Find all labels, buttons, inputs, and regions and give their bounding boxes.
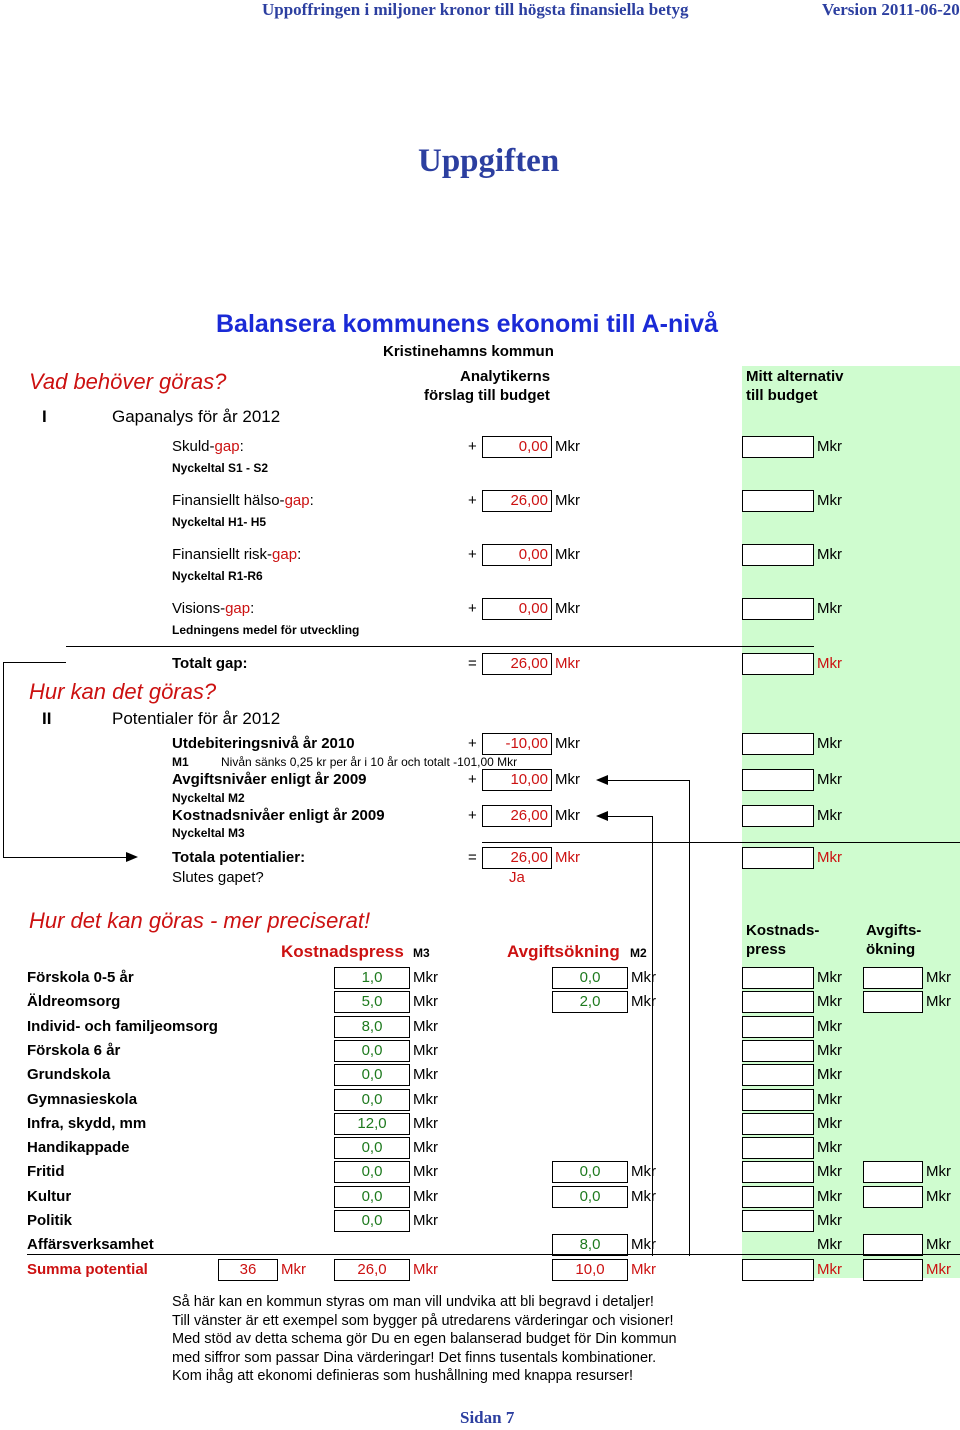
loop-bottom-line [3, 857, 126, 858]
my-potential-input[interactable] [742, 769, 814, 791]
gap-label-prefix: Skuld- [172, 438, 215, 455]
table-row-label: Kultur [27, 1187, 72, 1205]
my-gap-input[interactable] [742, 544, 814, 566]
gap-sub: Nyckeltal H1- H5 [172, 515, 267, 529]
potential-label: Utdebiteringsnivå år 2010 [172, 735, 355, 752]
cost-value: 0,0 [334, 1089, 410, 1111]
table-row-label: Infra, skydd, mm [27, 1114, 147, 1132]
loop-left-line [3, 662, 4, 857]
potentials-separator [482, 842, 960, 843]
sum-cost-value: 26,0 [334, 1259, 410, 1281]
fee-unit: Mkr [631, 1163, 656, 1181]
potential-value: 26,00 [482, 805, 552, 827]
sum-fee-value: 10,0 [552, 1259, 628, 1281]
my-fee-unit: Mkr [926, 1236, 951, 1254]
fee-value: 0,0 [552, 967, 628, 989]
sum-separator [27, 1254, 960, 1255]
gap-label-gap: gap [214, 438, 240, 455]
gap-label [172, 492, 314, 509]
header-right: Version 2011-06-20 [822, 0, 960, 19]
gap-sign: + [468, 546, 477, 563]
col-mine-fee-2: ökning [866, 941, 916, 958]
cost-value: 0,0 [334, 1064, 410, 1086]
table-row-label: Fritid [27, 1163, 65, 1181]
col-mine-cost-2: press [746, 941, 787, 958]
fee-value: 2,0 [552, 991, 628, 1013]
my-fee-unit: Mkr [926, 993, 951, 1011]
cost-value: 0,0 [334, 1161, 410, 1183]
my-fee-unit: Mkr [926, 1163, 951, 1181]
gap-sub: Nyckeltal R1-R6 [172, 569, 263, 583]
my-sum-cost-unit: Mkr [817, 1261, 842, 1278]
table-row-label: Handikappade [27, 1139, 130, 1157]
question-how: Hur kan det göras? [29, 679, 217, 704]
my-total-potentials-input[interactable] [742, 847, 814, 869]
my-total-gap-unit: Mkr [817, 655, 842, 672]
gap-label-suffix: : [250, 600, 255, 617]
my-cost-input[interactable] [742, 1040, 814, 1062]
my-potential-unit: Mkr [817, 807, 842, 824]
col-fee-header: Avgiftsökning [507, 942, 620, 961]
cost-unit: Mkr [413, 969, 438, 986]
total-gap-sign: = [468, 655, 477, 672]
total-gap-value: 26,00 [482, 653, 552, 675]
my-fee-input[interactable] [863, 967, 923, 989]
cost-unit: Mkr [413, 1017, 438, 1035]
col-analyst-1: Analytikerns [460, 368, 551, 385]
m1-text: Nivån sänks 0,25 kr per år i 10 år och totalt -101,00 Mkr [221, 755, 518, 769]
my-total-potentials-unit: Mkr [817, 849, 842, 866]
m3-tag: Nyckeltal M3 [172, 826, 245, 840]
gap-label [172, 546, 301, 563]
my-fee-input[interactable] [863, 1186, 923, 1208]
gap-label-suffix: : [297, 546, 302, 563]
total-gap-unit: Mkr [555, 655, 580, 672]
gap-label-gap: gap [272, 546, 298, 563]
my-fee-input[interactable] [863, 1234, 923, 1256]
arrow-fee-line [606, 780, 689, 781]
potential-label: Kostnadsnivåer enligt år 2009 [172, 807, 385, 824]
potential-unit: Mkr [555, 807, 580, 824]
table-row-label: Grundskola [27, 1066, 111, 1084]
my-gap-unit: Mkr [817, 546, 842, 563]
my-gap-unit: Mkr [817, 600, 842, 617]
col-fee-tag: M2 [630, 946, 647, 960]
m1-tag: M1 [172, 755, 189, 769]
col-mine-2: till budget [746, 387, 818, 404]
sum-total-unit: Mkr [281, 1261, 306, 1278]
sum-cost-unit: Mkr [413, 1261, 438, 1278]
cost-unit: Mkr [413, 993, 438, 1011]
page-title: Uppgiften [418, 143, 560, 179]
table-row-label: Förskola 0-5 år [27, 969, 134, 986]
my-fee-unit: Mkr [926, 1187, 951, 1205]
gap-label-suffix: : [309, 492, 314, 509]
cost-unit: Mkr [413, 1114, 438, 1132]
arrow-cost-line [606, 816, 652, 817]
municipality: Kristinehamns kommun [383, 343, 554, 360]
potential-value: -10,00 [482, 733, 552, 755]
total-gap-label: Totalt gap: [172, 655, 248, 672]
gap-label-prefix: Visions- [172, 600, 226, 617]
my-cost-unit: Mkr [817, 1090, 842, 1108]
cost-unit: Mkr [413, 1090, 438, 1108]
my-sum-fee-input[interactable] [863, 1259, 923, 1281]
table-row-label: Affärsverksamhet [27, 1236, 154, 1254]
my-cost-unit: Mkr [817, 1017, 842, 1035]
cost-value: 1,0 [334, 967, 410, 989]
my-fee-input[interactable] [863, 991, 923, 1013]
fee-unit: Mkr [631, 969, 656, 986]
gap-value: 0,00 [482, 598, 552, 620]
my-cost-unit: Mkr [817, 969, 842, 986]
gap-label-gap: gap [225, 600, 251, 617]
note-line: med siffror som passar Dina värderingar! Det finns tusentals kombinationer. [172, 1349, 657, 1366]
my-cost-unit: Mkr [817, 993, 842, 1011]
gap-sub: Nyckeltal S1 - S2 [172, 461, 269, 475]
my-cost-unit: Mkr [817, 1163, 842, 1181]
gap-unit: Mkr [555, 546, 580, 563]
fee-value: 0,0 [552, 1161, 628, 1183]
arrow-fee-vline [689, 780, 690, 1256]
my-gap-input[interactable] [742, 436, 814, 458]
gap-sign: + [468, 438, 477, 455]
table-row-label: Individ- och familjeomsorg [27, 1017, 218, 1035]
my-cost-input[interactable] [742, 1016, 814, 1038]
my-sum-fee-unit: Mkr [926, 1261, 951, 1278]
sum-total-value: 36 [218, 1259, 278, 1281]
my-gap-unit: Mkr [817, 438, 842, 455]
loop-top-line [3, 662, 66, 663]
my-cost-input[interactable] [742, 1210, 814, 1232]
gap-unit: Mkr [555, 600, 580, 617]
my-cost-unit: Mkr [817, 1041, 842, 1059]
loop-arrow-icon [126, 852, 138, 862]
total-potentials-value: 26,00 [482, 847, 552, 869]
cost-value: 0,0 [334, 1040, 410, 1062]
gap-label [172, 438, 244, 455]
cost-value: 8,0 [334, 1016, 410, 1038]
gap-label-gap: gap [284, 492, 310, 509]
gap-value: 0,00 [482, 544, 552, 566]
my-cost-input[interactable] [742, 1089, 814, 1111]
my-gap-unit: Mkr [817, 492, 842, 509]
gap-value: 26,00 [482, 490, 552, 512]
gap-sub: Ledningens medel för utveckling [172, 623, 360, 637]
fee-unit: Mkr [631, 1236, 656, 1254]
my-cost-input[interactable] [742, 1113, 814, 1135]
gap-sign: + [468, 492, 477, 509]
m2-tag: Nyckeltal M2 [172, 791, 245, 805]
cost-unit: Mkr [413, 1139, 438, 1157]
cost-unit: Mkr [413, 1041, 438, 1059]
cost-unit: Mkr [413, 1066, 438, 1084]
page-footer: Sidan 7 [460, 1408, 515, 1427]
col-analyst-2: förslag till budget [424, 387, 550, 404]
gap-label-prefix: Finansiellt risk- [172, 546, 273, 563]
table-row-label: Förskola 6 år [27, 1041, 121, 1059]
my-cost-unit: Mkr [817, 1212, 842, 1229]
notes [172, 1293, 677, 1386]
my-cost-unit: Mkr [817, 1236, 842, 1254]
my-cost-input[interactable] [742, 1186, 814, 1208]
gap-label-prefix: Finansiellt hälso- [172, 492, 285, 509]
total-potentials-sign: = [468, 849, 477, 866]
potential-sign: + [468, 807, 477, 824]
note-line: Med stöd av detta schema gör Du en egen balanserad budget för Din kommun [172, 1331, 677, 1347]
cost-value: 0,0 [334, 1210, 410, 1232]
cost-unit: Mkr [413, 1163, 438, 1181]
potential-sign: + [468, 735, 477, 752]
note-line: Kom ihåg att ekonomi definieras som hushållning med knappa resurser! [172, 1368, 634, 1384]
gap-closed-value: Ja [509, 869, 525, 886]
potential-unit: Mkr [555, 735, 580, 752]
my-fee-unit: Mkr [926, 969, 951, 986]
fee-value: 8,0 [552, 1234, 628, 1256]
col-cost-header: Kostnadspress [281, 942, 404, 961]
table-row-label: Politik [27, 1212, 73, 1229]
gap-label [172, 600, 254, 617]
potential-label: Avgiftsnivåer enligt år 2009 [172, 771, 367, 788]
gap-label-suffix: : [239, 438, 244, 455]
my-cost-input[interactable] [742, 1064, 814, 1086]
roman-one: I [42, 407, 47, 426]
fee-unit: Mkr [631, 1187, 656, 1205]
my-cost-input[interactable] [742, 1161, 814, 1183]
header-left: Uppoffringen i miljoner kronor till högsta finansiella betyg [262, 0, 689, 19]
sum-label: Summa potential [27, 1261, 148, 1278]
my-potential-input[interactable] [742, 805, 814, 827]
my-cost-unit: Mkr [817, 1114, 842, 1132]
my-gap-input[interactable] [742, 490, 814, 512]
gap-sign: + [468, 600, 477, 617]
cost-value: 0,0 [334, 1186, 410, 1208]
col-mine-cost-1: Kostnads- [746, 922, 820, 939]
col-cost-tag: M3 [413, 946, 430, 960]
note-line: Så här kan en kommun styras om man vill undvika att bli begravd i detaljer! [172, 1294, 654, 1310]
my-sum-cost-input[interactable] [742, 1259, 814, 1281]
potentials-heading: Potentialer för år 2012 [112, 709, 281, 728]
gap-unit: Mkr [555, 438, 580, 455]
note-line: Till vänster är ett exempel som bygger på utredarens värderingar och visioner! [172, 1312, 674, 1329]
my-potential-input[interactable] [742, 733, 814, 755]
main-title: Balansera kommunens ekonomi till A-nivå [216, 310, 718, 338]
table-row-label: Äldreomsorg [27, 993, 121, 1011]
sum-fee-unit: Mkr [631, 1261, 656, 1278]
roman-two: II [42, 709, 52, 728]
my-total-gap-input[interactable] [742, 653, 814, 675]
potential-value: 10,00 [482, 769, 552, 791]
my-potential-unit: Mkr [817, 735, 842, 752]
separator-line [66, 646, 814, 647]
question-what: Vad behöver göras? [29, 369, 227, 394]
fee-unit: Mkr [631, 993, 656, 1011]
gap-unit: Mkr [555, 492, 580, 509]
my-fee-input[interactable] [863, 1161, 923, 1183]
cost-value: 5,0 [334, 991, 410, 1013]
gap-analysis-heading: Gapanalys för år 2012 [112, 407, 281, 426]
my-gap-input[interactable] [742, 598, 814, 620]
question-detail: Hur det kan göras - mer preciserat! [29, 908, 371, 933]
my-cost-input[interactable] [742, 991, 814, 1013]
total-potentials-unit: Mkr [555, 849, 580, 866]
my-cost-input[interactable] [742, 967, 814, 989]
col-mine-fee-1: Avgifts- [866, 922, 922, 939]
table-row-label: Gymnasieskola [27, 1090, 138, 1108]
my-cost-unit: Mkr [817, 1187, 842, 1205]
potential-sign: + [468, 771, 477, 788]
gap-closed-label: Slutes gapet? [172, 869, 264, 886]
cost-value: 0,0 [334, 1137, 410, 1159]
gap-value: 0,00 [482, 436, 552, 458]
cost-unit: Mkr [413, 1187, 438, 1205]
cost-value: 12,0 [334, 1113, 410, 1135]
my-cost-unit: Mkr [817, 1066, 842, 1084]
col-mine-1: Mitt alternativ [746, 368, 844, 385]
my-cost-input[interactable] [742, 1137, 814, 1159]
potential-unit: Mkr [555, 771, 580, 788]
my-potential-unit: Mkr [817, 771, 842, 788]
fee-value: 0,0 [552, 1186, 628, 1208]
total-potentials-label: Totala potentialier: [172, 849, 306, 866]
my-cost-unit: Mkr [817, 1139, 842, 1157]
cost-unit: Mkr [413, 1212, 438, 1229]
